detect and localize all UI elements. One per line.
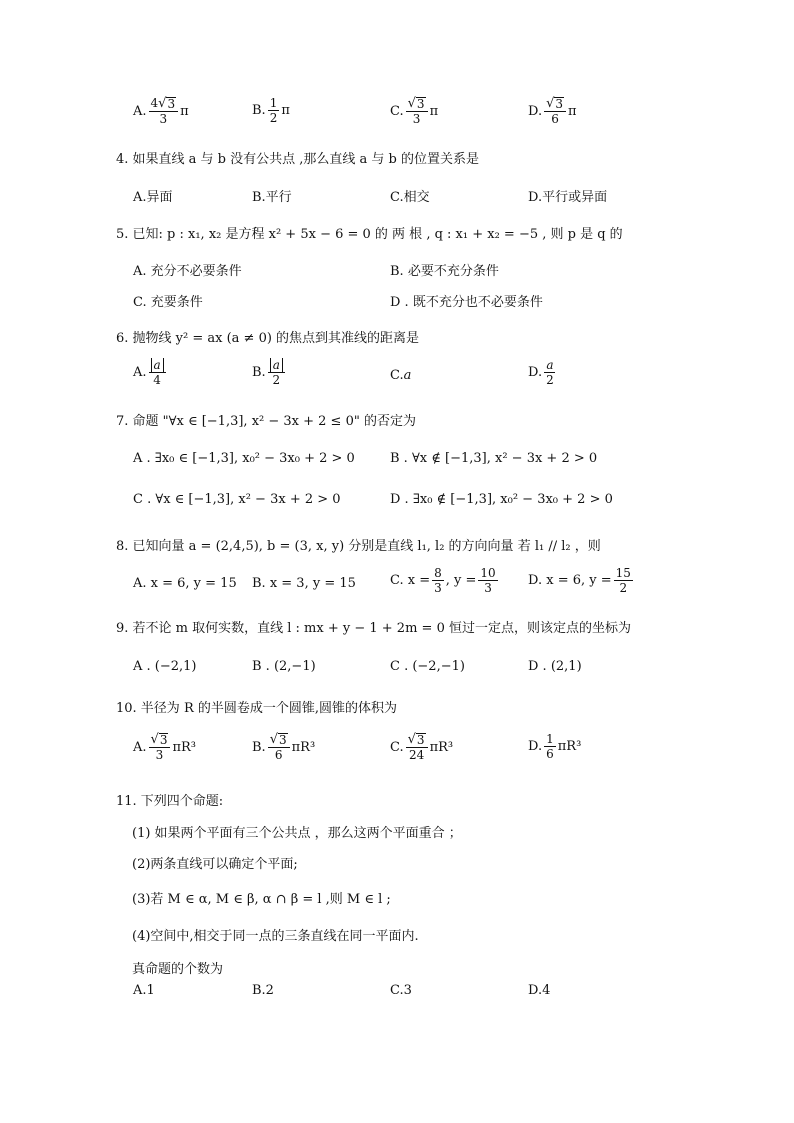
q3-option-a: A. 4 √ 3 3 π: [133, 96, 189, 126]
fraction: $\frac{a}{2}$: [546, 358, 554, 387]
q9-option-b: B . (2,−1): [252, 659, 316, 674]
q10-options: [0, 732, 794, 772]
q3-option-c: C. √ 3 3 π: [390, 96, 439, 126]
q11-option-c: C.3: [390, 983, 412, 998]
q7-option-b: B . ∀x ∉ [−1,3], x² − 3x + 2 > 0: [390, 451, 598, 466]
q4-option-d: D.平行或异面: [528, 190, 608, 205]
q8-option-c: C. x = $\frac{8}{3}$ , y = $\frac{10}{3}$: [390, 566, 496, 595]
q11-statement-4: (4)空间中,相交于同一点的三条直线在同一平面内.: [132, 929, 419, 944]
q7-stem: 7. 命题 "∀x ∈ [−1,3], x² − 3x + 2 ≤ 0" 的否定为: [116, 414, 416, 429]
q11-statement-3: (3)若 M ∈ α, M ∈ β, α ∩ β = l ,则 M ∈ l ;: [132, 892, 391, 907]
q10-option-d: D. $\frac{1}{6}$ πR³: [528, 732, 582, 761]
q6-option-b: B. $\frac{a}{2}$: [252, 358, 287, 387]
q11-question: 真命题的个数为: [132, 962, 224, 977]
q11-option-a: A.1: [133, 983, 155, 998]
q8-option-d: D. x = 6, y = $\frac{15}{2}$: [528, 566, 631, 595]
fraction: $\frac{1}{2}$: [269, 96, 278, 125]
q8-option-b: B. x = 3, y = 15: [252, 576, 356, 591]
q3-option-d: D. √ 3 6 π: [528, 96, 577, 126]
q7-option-c: C . ∀x ∈ [−1,3], x² − 3x + 2 > 0: [133, 492, 341, 507]
fraction: √ 3 3: [406, 96, 428, 126]
q6-stem: 6. 抛物线 y² = ax (a ≠ 0) 的焦点到其准线的距离是: [116, 331, 420, 346]
q4-option-a: A.异面: [133, 190, 173, 205]
fraction: $\frac{8}{3}$: [434, 566, 442, 595]
q11-option-d: D.4: [528, 983, 551, 998]
q9-option-a: A . (−2,1): [133, 659, 197, 674]
fraction: 4 √ 3 3: [149, 96, 179, 126]
q11-stem: 11. 下列四个命题:: [116, 794, 224, 809]
fraction: $\frac{a}{2}$: [268, 358, 285, 387]
fraction: $\frac{15}{2}$: [615, 566, 631, 595]
q10-option-a: A. √ 3 3 πR³: [133, 732, 197, 762]
fraction: $\frac{1}{6}$: [546, 732, 554, 761]
q9-option-c: C . (−2,−1): [390, 659, 465, 674]
q9-option-d: D . (2,1): [528, 659, 582, 674]
q10-stem: 10. 半径为 R 的半圆卷成一个圆锥,圆锥的体积为: [116, 701, 397, 716]
q8-stem: 8. 已知向量 a = (2,4,5), b = (3, x, y) 分别是直线 l₁, l₂ 的方向向量 若 l₁ // l₂ ，则: [116, 539, 601, 554]
q6-option-a: A. $\frac{a}{4}$: [133, 358, 168, 387]
q8-option-a: A. x = 6, y = 15: [133, 576, 237, 591]
q6-option-d: D. $\frac{a}{2}$: [528, 358, 554, 387]
q10-option-c: C. √ 3 24 πR³: [390, 732, 454, 762]
fraction: $\frac{a}{4}$: [149, 358, 166, 387]
fraction: $\frac{10}{3}$: [480, 566, 496, 595]
q5-option-d: D . 既不充分也不必要条件: [390, 295, 543, 310]
q6-options: [0, 358, 794, 398]
q11-statement-2: (2)两条直线可以确定个平面;: [132, 857, 298, 872]
q11-option-b: B.2: [252, 983, 274, 998]
q5-option-a: A. 充分不必要条件: [133, 264, 242, 279]
fraction: √ 3 3: [149, 732, 171, 762]
q7-option-a: A . ∃x₀ ∈ [−1,3], x₀² − 3x₀ + 2 > 0: [133, 451, 355, 466]
q3-option-b: B. $\frac{1}{2}$ π: [252, 96, 290, 125]
q3-options: [0, 96, 794, 136]
q9-stem: 9. 若不论 m 取何实数，直线 l : mx + y − 1 + 2m = 0 恒过一定点，则该定点的坐标为: [116, 621, 631, 636]
q10-option-b: B. √ 3 6 πR³: [252, 732, 316, 762]
q7-option-d: D . ∃x₀ ∉ [−1,3], x₀² − 3x₀ + 2 > 0: [390, 492, 613, 507]
fraction: √ 3 24: [406, 732, 428, 762]
q4-option-c: C.相交: [390, 190, 430, 205]
q4-stem: 4. 如果直线 a 与 b 没有公共点 ,那么直线 a 与 b 的位置关系是: [116, 152, 480, 167]
fraction: √ 3 6: [268, 732, 290, 762]
q8-options: [0, 566, 794, 606]
q6-option-c: C. a: [390, 368, 412, 383]
q5-stem: 5. 已知: p : x₁, x₂ 是方程 x² + 5x − 6 = 0 的 两 根 , q : x₁ + x₂ = −5 , 则 p 是 q 的: [116, 227, 623, 242]
q11-statement-1: (1) 如果两个平面有三个公共点 ，那么这两个平面重合 ；: [132, 826, 462, 841]
fraction: √ 3 6: [544, 96, 566, 126]
q5-option-c: C. 充要条件: [133, 295, 203, 310]
q4-option-b: B.平行: [252, 190, 292, 205]
q5-option-b: B. 必要不充分条件: [390, 264, 499, 279]
